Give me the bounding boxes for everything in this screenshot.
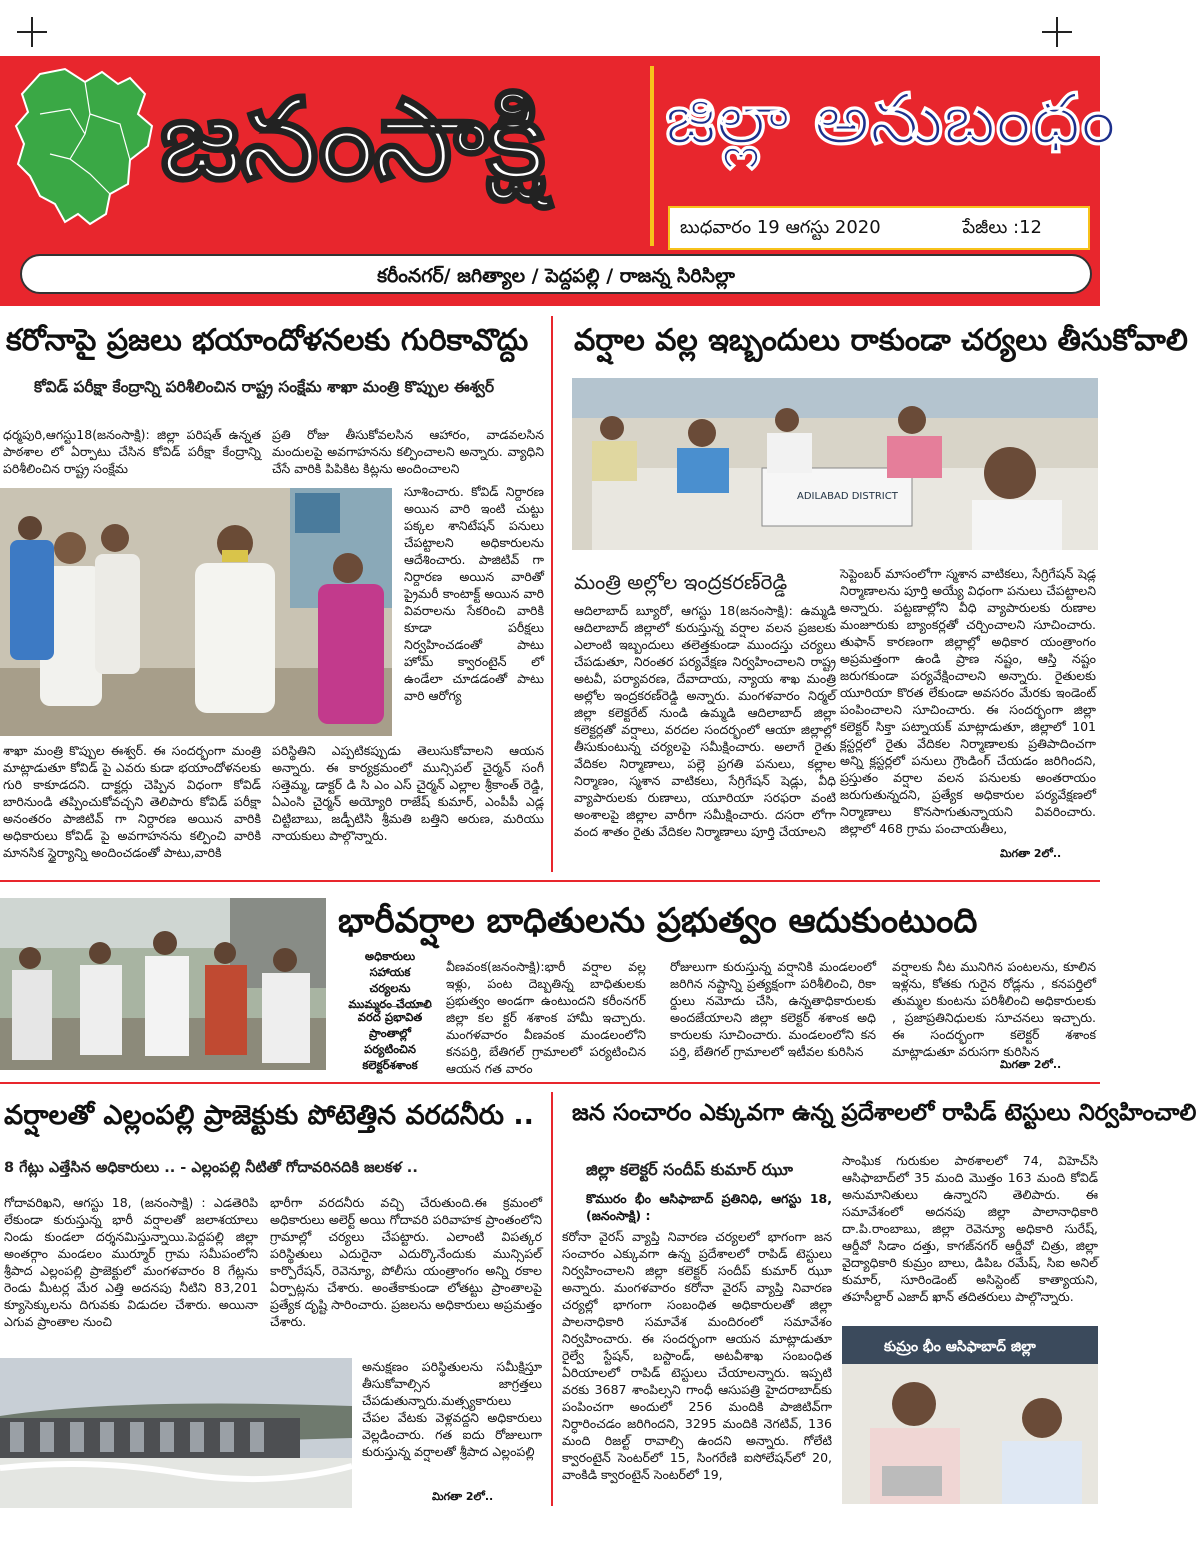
- masthead-divider: [650, 66, 654, 246]
- story5-byline: జిల్లా కలెక్టర్ సందీప్ కుమార్ ఝూ: [586, 1160, 793, 1179]
- brand-logo: జనంసాక్షి: [160, 75, 544, 205]
- story4-continued: మిగతా 2లో..: [432, 1490, 494, 1503]
- story4-col1: గోదావరిఖని, ఆగస్టు 18, (జనంసాక్షి) : ఎడతెరిపి లేకుండా కురుస్తున్న భారీ వర్షాలతో జలాశయాలు నిండు కుండలా దర్శనమిస్తున్నాయి.పెద్దపల్లి జిల్లా అంతర్గాం మండలం ముర్మూర్ గ్రామ సమీపంలోని శ్రీపాద ఎల్లంపల్లి ప్రాజెక్టులో మంగళవారం 8 గేట్లను రెండు మీటర్ల మేర ఎత్తి అదనపు నీటిని 83,201 క్యూసెక్కులను దిగువకు విడుదల చేశారు. అయినా ఎగువ ప్రాంతాల నుంచి: [4, 1195, 258, 1329]
- issue-date: బుధవారం 19 ఆగస్టు 2020: [680, 217, 881, 238]
- story2-continued: మిగతా 2లో..: [1000, 847, 1062, 860]
- story1-col2-top: ప్రతి రోజు తీసుకోవలసిన ఆహారం, వాడవలసిన మందులపై అవగాహనను కల్పించాలని అన్నారు. వ్యాధిని చేసే వారికి పిపికిట కిట్లను అందించాలని: [272, 427, 544, 476]
- page-count: పేజీలు :12: [962, 217, 1042, 238]
- date-box: [668, 206, 1090, 250]
- story1-headline: కరోనాపై ప్రజలు భయాందోళనలకు గురికావొద్దు: [6, 323, 529, 358]
- story3-continued: మిగతా 2లో..: [1000, 1058, 1062, 1071]
- story3-col2: రోజులుగా కురుస్తున్న వర్షానికి మండలంలో జరిగిన నష్టాన్ని ప్రత్యక్షంగా పరిశీలించి, రికా ర్డులు నమోదు చేసి, ఉన్నతాధికారులకు అందజేయాలని జిల్లా కలెక్టర్ శశాంక అధి కారులకు సూచించారు. మండలంలోని కన పర్తి, బేతిగల్ గ్రామాలలో ఇటీవల కురిసిన: [670, 959, 876, 1059]
- story3-headline: భారీవర్షాల బాధితులను ప్రభుత్వం ఆదుకుంటుంది: [338, 901, 978, 941]
- story4-subhead: 8 గేట్లు ఎత్తేసిన అధికారులు .. - ఎల్లంపల్లి నీటితో గోదావరినదికి జలకళ ..: [4, 1160, 418, 1176]
- story3-col3: వర్షాలకు నీట మునిగిన పంటలను, కూలిన ఇళ్లను, కోతకు గురైన రోడ్లను , కనపర్తిలో తుమ్మల కుంటను పరిశీలించి అధికారులకు , ప్రజాప్రతినిధులకు సూచనలు ఇచ్చారు. ఈ సందర్భంగా కలెక్టర్ శశాంక మాట్లాడుతూ వరుసగా కురిసిన: [892, 959, 1096, 1059]
- story5-col2: సాంఘిక గురుకుల పాఠశాలలో 74, విహెచ్‌సి ఆసిఫాబాద్‌లో 35 మంది మొత్తం 163 మంది కోవిడ్ అనుమానితులు ఉన్నారని తెలిపారు. ఈ సమావేశంలో అదనపు జిల్లా పాలానాధికారి దా.పి.రాంబాబు, జిల్లా రెవెన్యూ అధికారి సురేష్, ఆర్డీవో సిడాం దత్తు, కాగజ్‌నగర్ ఆర్డీవో చిత్రు, జిల్లా వైద్యాధికారి కుమ్రం బాలు, డిపిఒ రమేష్, సిఐ అనిల్ కుమార్, సూరిండెంట్ అసిస్టెంట్ కాత్యాయని, తహసీల్దార్ ఎజాద్ ఖాన్ తదితరులు పాల్గొన్నారు.: [842, 1153, 1098, 1304]
- story4-headline: వర్షాలతో ఎల్లంపల్లి ప్రాజెక్టుకు పోటెత్తిన వరదనీరు ..: [4, 1100, 534, 1131]
- story5-headline: జన సంచారం ఎక్కువగా ఉన్న ప్రదేశాలలో రాపిడ్ టెస్టులు నిర్వహించాలి: [572, 1100, 1196, 1126]
- story2-headline: వర్షాల వల్ల ఇబ్బందులు రాకుండా చర్యలు తీసుకోవాలి: [574, 323, 1188, 358]
- story1-col2-bottom: పరిస్థితిని ఎప్పటికప్పుడు తెలుసుకోవాలని ఆయన అన్నారు. ఈ కార్యక్రమంలో మున్సిపల్ చైర్మన్ సంగీ సత్తెమ్మ, డాక్టర్ డి సి ఎం ఎస్ చైర్మన్ ఎల్లాల శ్రీకాంత్ రెడ్డి, ఏఎంసి చైర్మన్ అయ్యోరి రాజేష్ కుమార్, ఎంపీపీ ఎడ్ల చిట్టిబాబు, జడ్పీటిసి శ్రీమతి బత్తిని అరుణ, మరియు నాయకులు పాల్గొన్నారు.: [272, 743, 544, 843]
- story1-col2-narrow: సూశించారు. కోవిడ్ నిర్దారణ అయిన వారి ఇంటి చుట్టు పక్కల శానిటేషన్ పనులు చేపట్టాలని అధికారులను ఆదేశించారు. పాజిటివ్ గా నిర్దారణ అయిన వారితో ప్రైమరీ కాంటాక్ట్ అయిన వారి వివరాలను సేకరించి వారికి కూడా పరీక్షలు నిర్వహించడంతో పాటు హోమ్ క్వారంటైన్ లో ఉండేలా చూడడంతో పాటు వారి ఆరోగ్య: [404, 484, 544, 703]
- section-rule: [0, 880, 1100, 882]
- story2-byline: మంత్రి అల్లోల ఇంద్రకరణ్‌రెడ్డి: [574, 570, 788, 594]
- story5-photo: [842, 1326, 1098, 1504]
- story2-col1: ఆదిలాబాద్ బ్యూరో, ఆగస్టు 18(జనంసాక్షి): ఉమ్మడి ఆదిలాబాద్ జిల్లాలో కురుస్తున్న వర్షాల వలన ప్రజలకు ఎలాంటి ఇబ్బందులు తలెత్తకుండా ముందస్తు చర్యలు చేపడుతూ, నిరంతర పర్యవేక్షణ నిర్వహించాలని రాష్ట్ర అటవీ, పర్యావరణ, దేవాదాయ, న్యాయ శాఖ మంత్రి అల్లోల ఇంద్రకరణ్‌రెడ్డి అన్నారు. మంగళవారం నిర్మల్ జిల్లా కలెక్టరేట్ నుండి ఉమ్మడి ఆదిలాబాద్ జిల్లా కలెక్టర్లతో వర్షాలు, వరదల సందర్భంలో ఆయా జిల్లాల్లో తీసుకుంటున్న చర్యలపై సమీక్షించారు. అలాగే రైతు వేదికల నిర్మాణాలు, పల్లె ప్రగతి పనులు, కల్లాల నిర్మాణం, స్మశాన వాటికలు, సేగ్రిగేషన్ షెడ్లు, వీధి వ్యాపారులకు రుణాలు, యూరియా సరఫరా వంటి అంశాలపై జిల్లాల వారీగా సమీక్షించారు. దసరా లోగా వంద శాతం రైతు వేదికల నిర్మాణాలు పూర్తి చేయాలని: [574, 603, 836, 839]
- photo-sign-text: ADILABAD DISTRICT: [797, 491, 898, 502]
- districts-bar: కరీంనగర్/ జగిత్యాల / పెద్దపల్లి / రాజన్న సిరిసిల్లా: [20, 254, 1092, 294]
- edition-title: జిల్లా అనుబంధం: [665, 78, 1117, 160]
- story2-photo: [572, 378, 1098, 550]
- story3-photo: [0, 898, 326, 1070]
- story1-photo: [0, 488, 392, 736]
- photo-banner-text: కుమ్రం భీం ఆసిఫాబాద్ జిల్లా: [884, 1339, 1036, 1355]
- crop-mark-left: [17, 17, 47, 47]
- masthead: [0, 56, 1117, 306]
- story2-col2: సెప్టెంబర్ మాసంలోగా స్మశాన వాటికలు, సేగ్రిగేషన్ షెడ్ల నిర్మాణాలను పూర్తి అయ్యే విధంగా పనులు చేపట్టాలని అన్నారు. పట్టణాల్లోని వీధి వ్యాపారులకు రుణాల మంజూరుకు బ్యాంకర్లతో చర్చించాలని సూచించారు. తుఫాన్ కారణంగా జిల్లాల్లో అధికార యంత్రాంగం అప్రమత్తంగా ఉండి ప్రాణ నష్టం, ఆస్తి నష్టం జరుగకుండా పర్యవేక్షించాలని అన్నారు. రైతులకు యూరియా కొరత లేకుండా అవసరం మేరకు ఇండెంట్ పంపించాలని సూచించారు. ఈ సందర్భంగా జిల్లా కలెక్టర్ సిక్తా పట్నాయక్ మాట్లాడుతూ, జిల్లాలో 101 క్లస్టర్లలో రైతు వేదికల నిర్మాణాలకు ప్రతిపాదించగా అన్ని క్లస్టర్లలో పనులు గ్రౌండింగ్ చేయడం జరిగిందని, ప్రస్తుతం వర్షాల వలన పనులకు అంతరాయం జరుగుతున్నదని, ప్రత్యేక అధికారుల పర్యవేక్షణలో నిర్మాణాలు కొనసాగుతున్నాయని వివరించారు. జిల్లాలో 468 గ్రామ పంచాయతీలు,: [840, 566, 1096, 836]
- section-rule-2: [0, 1082, 1100, 1084]
- story1-col1-bottom: శాఖా మంత్రి కొప్పుల ఈశ్వర్. ఈ సందర్భంగా మంత్రి మాట్లాడుతూ కోవిడ్ పై ఎవరు కుడా భయాందోళనలకు గురి కాకూడదని. దాక్టర్లు చెప్పిన విధంగా కోవిడ్ బారినుండి తప్పించుకోవచ్చని తెలిపారు కోవిడ్ పరీక్షా అనంతరం పాజిటివ్ గా నిర్దారణ అయిన వారికి అధికారులు కోవిడ్ పై అవగాహనను కల్పించి వారికి మానసిక స్థైర్యాన్ని అందించడంతో పాటు,వారికి: [3, 743, 261, 860]
- column-rule: [551, 316, 553, 872]
- column-rule-2: [551, 1092, 553, 1506]
- crop-mark-right: [1042, 17, 1072, 47]
- story5-col1: కరోనా వైరస్ వ్యాప్తి నివారణ చర్యలలో భాగంగా జన సంచారం ఎక్కువగా ఉన్న ప్రదేశాలలో రాపిడ్ టెస్టులు నిర్వహించాలని జిల్లా కలెక్టర్ సందీప్ కుమార్ ఝూ అన్నారు. మంగళవారం కరోనా వైరస్ వ్యాప్తి నివారణ చర్యల్లో భాగంగా సంబంధిత అధికారులతో జిల్లా పాలనాధికారి సమావేశ మందిరంలో సమావేశం నిర్వహించారు. ఈ సందర్భంగా ఆయన మాట్లాడుతూ రైల్వే స్టేషన్, బస్టాండ్, అటవీశాఖ సంబంధిత ఏరియాలలో రాపిడ్ టెస్టులు చేయాలన్నారు. ఇప్పటి వరకు 3687 శాంపిల్సని గాంధీ ఆసుపత్రి హైదరాబాద్‌కు పంపించగా అందులో 256 మందికి పాజిటివ్‌గా నిర్ధారించడం జరిగిందని, 3295 మందికి నెగటివ్, 136 మంది రిజల్ట్ రావాల్సి ఉందని అన్నారు. గోలేటి క్వారంటైన్ సెంటర్‌లో 15, సింగరేణి ఐసోలేషన్‌లో 20, వాంకిడి క్వారంటైన్ సెంటర్‌లో 19,: [562, 1229, 832, 1482]
- story1-subhead: కోవిడ్ పరీక్షా కేంద్రాన్ని పరిశీలించిన రాష్ట్ర సంక్షేమ శాఖా మంత్రి కొప్పుల ఈశ్వర్: [34, 378, 495, 396]
- story4-photo: [0, 1358, 352, 1508]
- story4-col2-top: భారీగా వరదనీరు వచ్చి చేరుతుంది.ఈ క్రమంలో అధికారులు అలెర్ట్ అయి గోదావరి పరివాహక ప్రాంతంలోని గ్రామాల్లో చర్యలు చేపట్టారు. ఎలాంటి విపత్కర పరిస్థితులు ఎదురైనా ఎదుర్కొనేందుకు మున్సిపల్ కార్పొరేషన్, రెవెన్యూ, పోలీసు యంత్రాంగం అన్ని రకాల ఏర్పాట్లను చేశారు. అంతేకాకుండా లోతట్టు ప్రాంతాలపై ప్రత్యేక దృష్టి సారించారు. ప్రజలను అధికారులు అప్రమత్తం చేశారు.: [270, 1195, 542, 1329]
- story4-col2-narrow: అనుక్షణం పరిస్థితులను సమీక్షిస్తూ తీసుకోవాల్సిన జాగ్రత్తలు చేపడుతున్నారు.మత్స్యకారులు చేపల వేటకు వెళ్లవద్దని అధికారులు వెల్లడించారు. గత ఐదు రోజులుగా కురుస్తున్న వర్షాలతో శ్రీపాద ఎల్లంపల్లి: [362, 1359, 542, 1459]
- story3-sidebar-1: అధికారులు సహాయక చర్యలను ముమ్మరం చేయాలి: [348, 949, 432, 1011]
- story3-col1: వీణవంక(జనంసాక్షి):భారీ వర్షాల వల్ల ఇళ్లు, పంట దెబ్బతిన్న బాధితులకు ప్రభుత్వం అండగా ఉంటుందని కరీంనగర్ జిల్లా కల క్టర్ శశాంక హామీ ఇచ్చారు. మంగళవారం వీణవంక మండలంలోని కనపర్తి, బేతిగల్ గ్రామాలలో పర్యటించిన ఆయన గత వారం: [446, 959, 646, 1076]
- telangana-map-icon: [10, 64, 160, 239]
- story3-sidebar-2: వరద ప్రభావిత ప్రాంతాల్లో పర్యటించిన కలెక్టర్‌శశాంక: [348, 1006, 432, 1075]
- story5-dateline: కొమురం భీం ఆసిఫాబాద్ ప్రతినిధి, ఆగస్టు 18, (జనంసాక్షి) :: [586, 1191, 832, 1223]
- story1-col1-top: ధర్మపురి,ఆగస్టు18(జనంసాక్షి): జిల్లా పరిషత్ ఉన్నత పాఠశాల లో ఏర్పాటు చేసిన కోవిడ్ పరీక్షా కేంద్రాన్ని పరిశీలించిన రాష్ట్ర సంక్షేమ: [3, 427, 261, 476]
